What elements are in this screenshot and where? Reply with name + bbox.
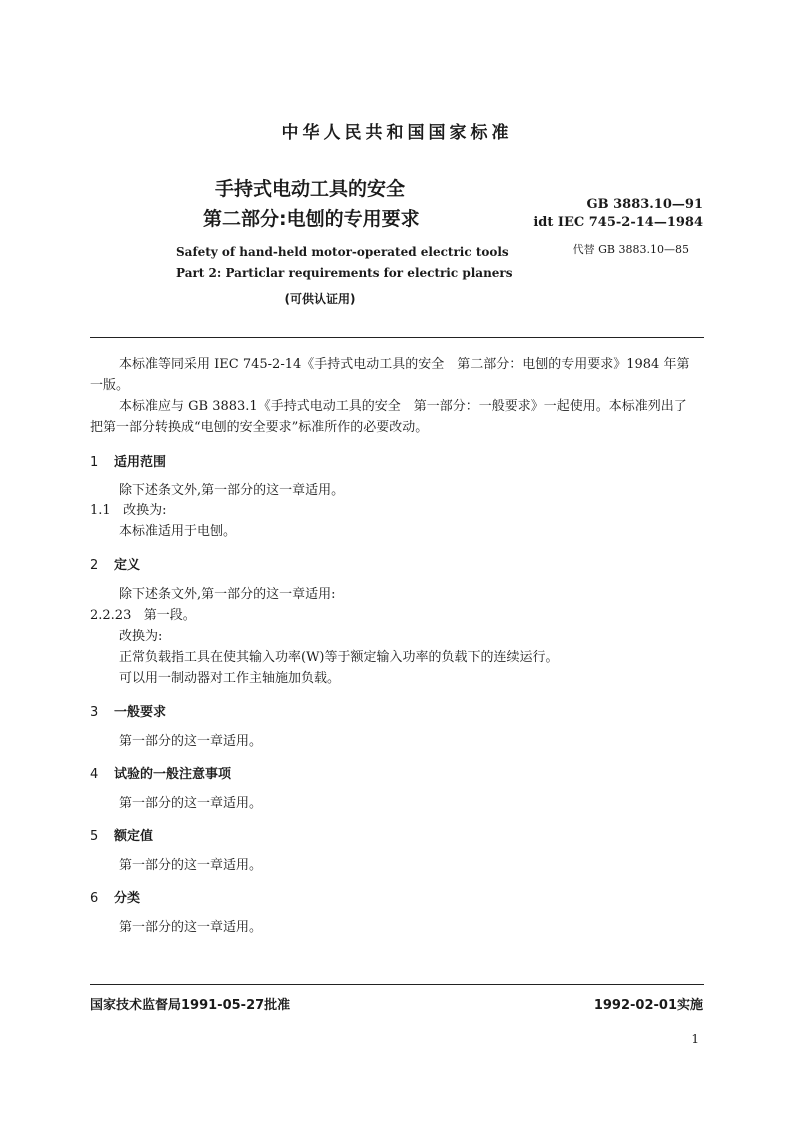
clause-2-2-23-line-2: 正常负载指工具在使其输入功率(W)等于额定输入功率的负载下的连续运行。 (119, 650, 559, 665)
intro-paragraph-2-line-1: 本标准应与 GB 3883.1《手持式电动工具的安全 第一部分：一般要求》一起使用。本标准列出了 (119, 399, 687, 414)
clause-number: 2.2.23 (90, 608, 132, 623)
section-number: 1 (90, 455, 99, 470)
identical-standard: idt IEC 745-2-14—1984 (533, 215, 703, 230)
section-heading-2 (90, 554, 140, 573)
title-chinese-line-1: 手持式电动工具的安全 (215, 178, 406, 200)
intro-paragraph-1-line-2: 一版。 (90, 378, 130, 393)
section-title: 定义 (114, 558, 141, 573)
section-1-text: 除下述条文外,第一部分的这一章适用。 (119, 483, 345, 498)
section-heading-4 (90, 763, 231, 782)
certification-note: (可供认证用) (284, 292, 356, 306)
section-number: 5 (90, 829, 99, 844)
section-heading-3 (90, 701, 166, 720)
page-number: 1 (691, 1032, 699, 1046)
section-number: 6 (90, 891, 99, 906)
approval-statement: 国家技术监督局1991-05-27批准 (90, 998, 291, 1013)
replaces-standard: 代替 GB 3883.10—85 (572, 243, 689, 256)
section-6-text: 第一部分的这一章适用。 (119, 920, 263, 935)
section-number: 3 (90, 705, 99, 720)
clause-text: 第一段。 (143, 608, 196, 623)
section-heading-1 (90, 451, 166, 470)
section-5-text: 第一部分的这一章适用。 (119, 858, 263, 873)
clause-number: 1.1 (90, 503, 111, 518)
clause-text: 改换为: (123, 503, 167, 518)
section-heading-5 (90, 825, 153, 844)
effective-date: 1992-02-01实施 (593, 998, 703, 1013)
title-chinese-line-2: 第二部分:电刨的专用要求 (203, 208, 420, 230)
section-title: 分类 (114, 891, 141, 906)
section-number: 2 (90, 558, 99, 573)
section-title: 适用范围 (114, 455, 167, 470)
clause-1-1 (90, 500, 166, 521)
standard-number: GB 3883.10—91 (586, 197, 703, 212)
intro-paragraph-2-line-2: 把第一部分转换成“电刨的安全要求”标准所作的必要改动。 (90, 420, 429, 435)
section-2-text: 除下述条文外,第一部分的这一章适用: (119, 587, 336, 602)
intro-paragraph-1-line-1: 本标准等同采用 IEC 745-2-14《手持式电动工具的安全 第二部分：电刨的专用要求》1984 年第 (119, 357, 690, 372)
clause-2-2-23-line-1: 改换为: (119, 629, 163, 644)
section-number: 4 (90, 767, 99, 782)
section-title: 额定值 (114, 829, 154, 844)
clause-2-2-23-line-3: 可以用一制动器对工作主轴施加负载。 (119, 671, 341, 686)
bottom-divider (90, 984, 704, 985)
section-heading-6 (90, 887, 140, 906)
title-english-line-2: Part 2: Particlar requirements for electric planers (176, 266, 513, 280)
section-title: 一般要求 (114, 705, 167, 720)
section-title: 试验的一般注意事项 (114, 767, 232, 782)
section-4-text: 第一部分的这一章适用。 (119, 796, 263, 811)
top-divider (90, 337, 704, 338)
clause-2-2-23 (90, 605, 196, 626)
section-3-text: 第一部分的这一章适用。 (119, 734, 263, 749)
standard-organization: 中华人民共和国国家标准 (281, 123, 513, 143)
clause-1-1-body: 本标准适用于电刨。 (119, 524, 237, 539)
title-english-line-1: Safety of hand-held motor-operated electric tools (176, 245, 509, 259)
